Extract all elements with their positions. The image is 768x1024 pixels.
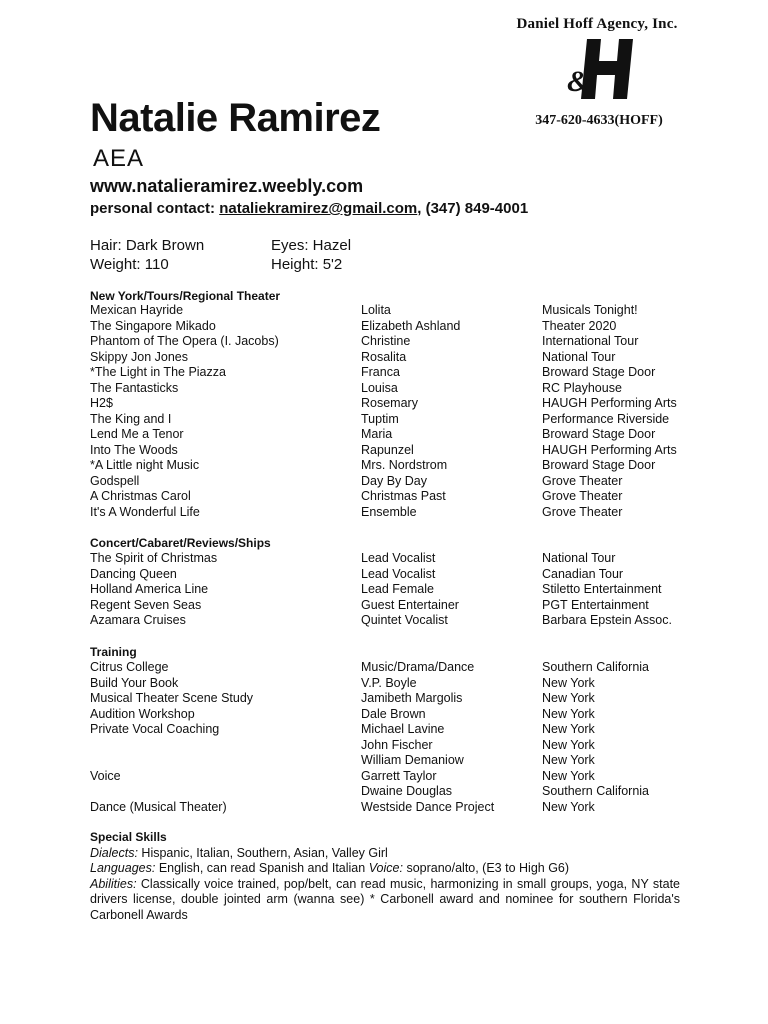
table-row <box>90 800 742 816</box>
production-cell: *The Light in The Piazza <box>90 365 226 379</box>
production-cell: The Fantasticks <box>90 380 179 395</box>
production-cell: Skippy Jon Jones <box>90 349 188 364</box>
table-row <box>90 427 742 443</box>
role-cell: Maria <box>361 427 393 441</box>
section-title-theater: New York/Tours/Regional Theater <box>90 289 281 303</box>
role-cell: Westside Dance Project <box>361 799 495 814</box>
dialects-value: Hispanic, Italian, Southern, Asian, Valley Girl <box>137 845 388 860</box>
venue-cell: Southern California <box>542 784 650 798</box>
venue-cell: Stiletto Entertainment <box>542 582 662 596</box>
contact-label: personal contact: <box>90 200 216 217</box>
table-row <box>90 365 742 381</box>
agency-logo <box>557 37 643 101</box>
weight: Weight: 110 <box>90 256 169 273</box>
role-cell: Lolita <box>361 303 391 317</box>
abilities-value: Classically voice trained, pop/belt, can read music, harmonizing in small groups, yoga, NY state drivers license, double jointed arm (wanna see) * Carbonell award and nominee for southern Florida's Carbonell Awards <box>90 876 680 922</box>
production-cell: Audition Workshop <box>90 706 195 721</box>
table-row <box>90 303 742 319</box>
languages-line <box>90 861 680 877</box>
agency-logo-mark <box>557 37 643 101</box>
dialects-line <box>90 846 680 862</box>
table-row <box>90 738 742 754</box>
production-cell: Citrus College <box>90 660 169 674</box>
venue-cell: HAUGH Performing Arts <box>542 396 677 410</box>
production-cell: Into The Woods <box>90 442 178 457</box>
role-cell: Lead Female <box>361 582 434 596</box>
agency-name: Daniel Hoff Agency, Inc. <box>516 16 678 32</box>
production-cell <box>90 753 361 769</box>
venue-cell: Broward Stage Door <box>542 458 656 472</box>
venue-cell: New York <box>542 722 595 736</box>
theater-credits-table <box>90 303 742 520</box>
agency-phone: 347-620-4633(HOFF) <box>535 113 663 128</box>
production-cell: Dancing Queen <box>90 566 177 581</box>
table-row <box>90 396 742 412</box>
role-cell: V.P. Boyle <box>361 675 417 690</box>
venue-cell: Southern California <box>542 660 650 674</box>
production-cell: Mexican Hayride <box>90 303 184 317</box>
production-cell: Phantom of The Opera (I. Jacobs) <box>90 334 279 348</box>
production-cell: The King and I <box>90 411 172 426</box>
training-table <box>90 660 742 815</box>
venue-cell: Broward Stage Door <box>542 365 656 379</box>
table-row <box>90 319 742 335</box>
role-cell: Michael Lavine <box>361 722 445 736</box>
height: Height: 5'2 <box>271 256 343 273</box>
production-cell: The Spirit of Christmas <box>90 551 218 565</box>
role-cell: Quintet Vocalist <box>361 613 448 627</box>
role-cell: Guest Entertainer <box>361 597 459 612</box>
venue-cell: PGT Entertainment <box>542 597 649 612</box>
physical-stats <box>90 236 351 274</box>
agency-block <box>500 16 700 129</box>
venue-cell: RC Playhouse <box>542 380 622 395</box>
role-cell: John Fischer <box>361 737 433 752</box>
venue-cell: Grove Theater <box>542 489 623 503</box>
venue-cell: Theater 2020 <box>542 318 617 333</box>
role-cell: Rosalita <box>361 349 407 364</box>
production-cell <box>90 784 361 800</box>
production-cell <box>90 738 361 754</box>
contact-phone: , (347) 849-4001 <box>417 200 529 217</box>
venue-cell: Broward Stage Door <box>542 427 656 441</box>
website-link[interactable]: www.natalieramirez.weebly.com <box>90 176 364 196</box>
hair-color: Hair: Dark Brown <box>90 237 205 254</box>
table-row <box>90 598 742 614</box>
production-cell: Azamara Cruises <box>90 613 186 627</box>
role-cell: Christmas Past <box>361 489 446 503</box>
role-cell: Mrs. Nordstrom <box>361 458 448 472</box>
table-row <box>90 676 742 692</box>
table-row <box>90 784 742 800</box>
svg-text:&: & <box>567 65 591 98</box>
table-row <box>90 691 742 707</box>
venue-cell: New York <box>542 706 595 721</box>
table-row <box>90 505 742 521</box>
section-title-skills: Special Skills <box>90 830 167 844</box>
venue-cell: Grove Theater <box>542 473 623 488</box>
table-row <box>90 660 742 676</box>
production-cell: Private Vocal Coaching <box>90 722 220 736</box>
abilities-label: Abilities: <box>90 876 137 891</box>
role-cell: Rapunzel <box>361 442 414 457</box>
venue-cell: Canadian Tour <box>542 566 624 581</box>
role-cell: Day By Day <box>361 473 427 488</box>
role-cell: Music/Drama/Dance <box>361 660 475 674</box>
venue-cell: New York <box>542 799 595 814</box>
role-cell: Garrett Taylor <box>361 768 437 783</box>
production-cell: It's A Wonderful Life <box>90 504 200 519</box>
venue-cell: Barbara Epstein Assoc. <box>542 613 672 627</box>
production-cell: Regent Seven Seas <box>90 597 202 612</box>
role-cell: Ensemble <box>361 504 417 519</box>
concert-credits-table <box>90 551 742 629</box>
table-row <box>90 381 742 397</box>
role-cell: Rosemary <box>361 396 418 410</box>
voice-label: Voice: <box>368 861 403 875</box>
personal-contact <box>90 200 528 217</box>
venue-cell: Musicals Tonight! <box>542 303 638 317</box>
role-cell: Jamibeth Margolis <box>361 691 463 705</box>
table-row <box>90 582 742 598</box>
table-row <box>90 551 742 567</box>
production-cell: *A Little night Music <box>90 458 200 472</box>
table-row <box>90 334 742 350</box>
abilities-line <box>90 877 680 924</box>
role-cell: Elizabeth Ashland <box>361 318 461 333</box>
production-cell: Godspell <box>90 473 140 488</box>
table-row <box>90 443 742 459</box>
production-cell: Musical Theater Scene Study <box>90 691 254 705</box>
table-row <box>90 769 742 785</box>
production-cell: Voice <box>90 768 121 783</box>
production-cell: The Singapore Mikado <box>90 318 216 333</box>
production-cell: Dance (Musical Theater) <box>90 799 227 814</box>
production-cell: Lend Me a Tenor <box>90 427 184 441</box>
table-row <box>90 567 742 583</box>
role-cell: Franca <box>361 365 400 379</box>
role-cell: Tuptim <box>361 411 399 426</box>
production-cell: Holland America Line <box>90 582 209 596</box>
table-row <box>90 707 742 723</box>
voice-value: soprano/alto, (E3 to High G6) <box>402 861 570 875</box>
eye-color: Eyes: Hazel <box>271 237 352 254</box>
venue-cell: National Tour <box>542 551 616 565</box>
languages-label: Languages: <box>90 861 156 875</box>
production-cell: A Christmas Carol <box>90 489 191 503</box>
role-cell: Lead Vocalist <box>361 551 436 565</box>
actor-name: Natalie Ramirez <box>90 96 381 140</box>
venue-cell: Grove Theater <box>542 504 623 519</box>
table-row <box>90 458 742 474</box>
venue-cell: International Tour <box>542 334 639 348</box>
venue-cell: New York <box>542 691 595 705</box>
table-row <box>90 613 742 629</box>
special-skills <box>90 830 680 923</box>
table-row <box>90 350 742 366</box>
venue-cell: Performance Riverside <box>542 411 670 426</box>
venue-cell: New York <box>542 768 595 783</box>
role-cell: Dale Brown <box>361 706 426 721</box>
section-title-training: Training <box>90 645 137 659</box>
table-row <box>90 412 742 428</box>
table-row <box>90 753 742 769</box>
venue-cell: HAUGH Performing Arts <box>542 442 677 457</box>
union-affiliation: AEA <box>93 145 145 172</box>
venue-cell: New York <box>542 737 595 752</box>
languages-value: English, can read Spanish and Italian <box>155 861 369 875</box>
role-cell: William Demaniow <box>361 753 464 767</box>
role-cell: Christine <box>361 334 411 348</box>
production-cell: Build Your Book <box>90 675 179 690</box>
venue-cell: New York <box>542 675 595 690</box>
role-cell: Louisa <box>361 380 398 395</box>
table-row <box>90 489 742 505</box>
table-row <box>90 722 742 738</box>
section-title-concert: Concert/Cabaret/Reviews/Ships <box>90 536 271 550</box>
role-cell: Dwaine Douglas <box>361 784 453 798</box>
table-row <box>90 474 742 490</box>
email-link[interactable]: nataliekramirez@gmail.com <box>219 200 418 217</box>
venue-cell: National Tour <box>542 349 616 364</box>
venue-cell: New York <box>542 753 595 767</box>
production-cell: H2$ <box>90 396 113 410</box>
role-cell: Lead Vocalist <box>361 566 436 581</box>
dialects-label: Dialects: <box>90 845 138 860</box>
